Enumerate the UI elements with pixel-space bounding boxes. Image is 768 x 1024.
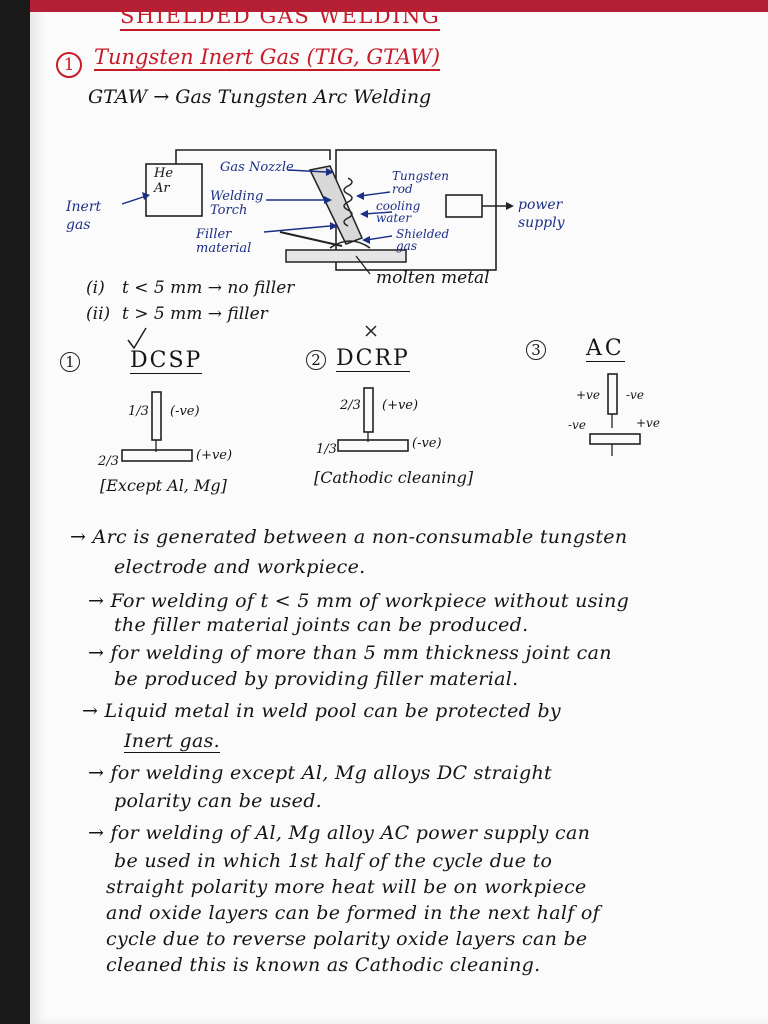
point-4-line-2: Inert gas. — [124, 730, 221, 752]
cooling-water-label: cooling water — [376, 199, 421, 225]
ac-title: AC — [586, 336, 625, 361]
dcrp-bottom-fraction: 1/3 — [316, 442, 337, 457]
point-4-line-1: → Liquid metal in weld pool can be protected by — [82, 700, 561, 722]
point-2-line-2: the filler material joints can be produced. — [114, 614, 529, 636]
filler-material-label: Filler material — [196, 227, 252, 256]
section-heading: Tungsten Inert Gas (TIG, GTAW) — [94, 45, 441, 69]
thickness-rule-1-index: (i) — [86, 278, 105, 298]
dcsp-top-fraction: 1/3 — [128, 404, 149, 419]
point-1-line-2: electrode and workpiece. — [114, 556, 366, 578]
thickness-rule-2-index: (ii) — [86, 304, 111, 324]
dcrp-number: 2 — [306, 350, 326, 370]
dcsp-number: 1 — [60, 352, 80, 372]
thickness-rule-1: t < 5 mm → no filler — [122, 278, 295, 298]
point-5-line-1: → for welding except Al, Mg alloys DC straight — [88, 762, 552, 784]
point-6-line-3: straight polarity more heat will be on workpiece — [106, 876, 587, 898]
gas-cylinder-label: He Ar — [154, 166, 174, 196]
dcrp-note: [Cathodic cleaning] — [314, 468, 474, 487]
ac-label-4: +ve — [636, 416, 660, 430]
dcsp-note: [Except Al, Mg] — [100, 476, 227, 495]
point-1-line-1: → Arc is generated between a non-consumable tungsten — [70, 526, 628, 548]
ac-label-3: -ve — [568, 418, 586, 432]
point-6-line-2: be used in which 1st half of the cycle due to — [114, 850, 553, 872]
point-3-line-1: → for welding of more than 5 mm thickness joint can — [88, 642, 612, 664]
polarity-diagrams — [30, 0, 768, 520]
shielded-gas-label: Shielded gas — [396, 227, 450, 253]
dcsp-bottom-fraction: 2/3 — [98, 454, 119, 469]
molten-metal-label: molten metal — [376, 268, 490, 288]
page-title: SHIELDED GAS WELDING — [120, 4, 440, 31]
tungsten-rod-label: Tungsten rod — [392, 169, 449, 196]
point-6-line-5: cycle due to reverse polarity oxide layers can be — [106, 928, 588, 950]
point-6-line-1: → for welding of Al, Mg alloy AC power supply can — [88, 822, 591, 844]
point-3-line-2: be produced by providing filler material. — [114, 668, 519, 690]
section-number: 1 — [56, 52, 82, 78]
thickness-rule-2: t > 5 mm → filler — [122, 304, 268, 324]
dcrp-top-sign: (+ve) — [382, 398, 419, 413]
inert-gas-label: Inert gas — [66, 199, 102, 233]
ac-label-2: -ve — [626, 388, 644, 402]
welding-torch-label: Welding Torch — [210, 189, 264, 218]
gtaw-expansion: GTAW → Gas Tungsten Arc Welding — [88, 86, 432, 108]
dcsp-title: DCSP — [130, 348, 203, 373]
dcsp-top-sign: (-ve) — [170, 404, 200, 419]
power-supply-label: power supply — [518, 197, 565, 231]
point-6-line-4: and oxide layers can be formed in the next half of — [106, 902, 600, 924]
gas-nozzle-label: Gas Nozzle — [220, 160, 294, 175]
point-6-line-6: cleaned this is known as Cathodic cleaning. — [106, 954, 541, 976]
dcsp-bottom-sign: (+ve) — [196, 448, 233, 463]
dcrp-bottom-sign: (-ve) — [412, 436, 442, 451]
point-5-line-2: polarity can be used. — [114, 790, 322, 812]
point-2-line-1: → For welding of t < 5 mm of workpiece without using — [88, 590, 630, 612]
ac-label-1: +ve — [576, 388, 600, 402]
dcrp-title: DCRP — [336, 346, 410, 371]
notebook-page — [30, 0, 768, 1024]
ac-number: 3 — [526, 340, 546, 360]
dcrp-top-fraction: 2/3 — [340, 398, 361, 413]
